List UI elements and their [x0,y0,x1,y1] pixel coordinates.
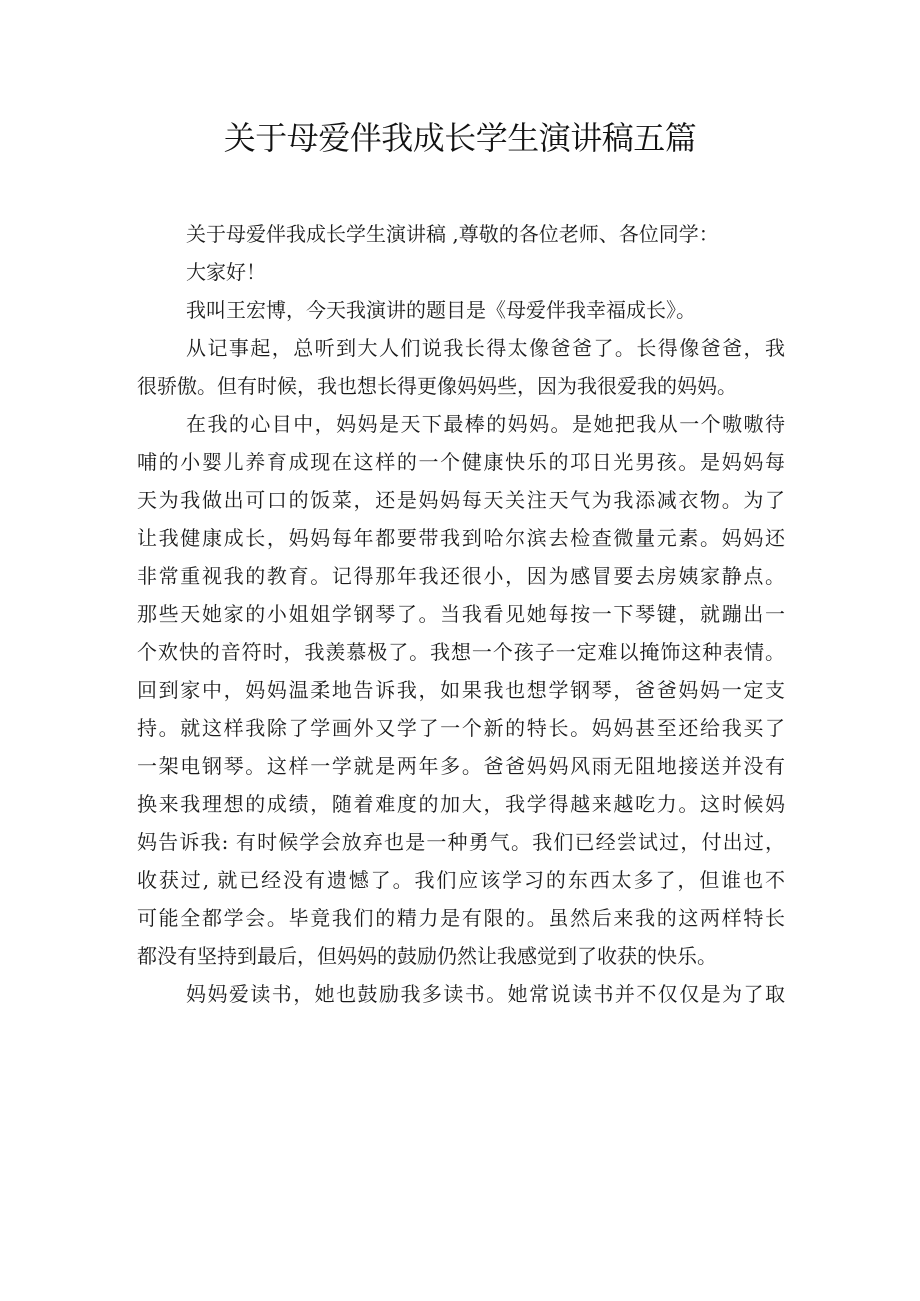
text-line: 个欢快的音符时，我羡慕极了。我想一个孩子一定难以掩饰这种表情。 [137,640,785,664]
text-line: 关于母爱伴我成长学生演讲稿 ,尊敬的各位老师、各位同学： [186,222,719,246]
text-line: 很骄傲。但有时候，我也想长得更像妈妈些，因为我很爱我的妈妈。 [137,374,737,398]
text-line: 收获过, 就已经没有遗憾了。我们应该学习的东西太多了，但谁也不 [137,868,785,892]
text-line: 妈妈爱读书，她也鼓励我多读书。她常说读书并不仅仅是为了取 [186,982,785,1006]
text-line: 哺的小婴儿养育成现在这样的一个健康快乐的邛日光男孩。是妈妈每 [137,450,785,474]
text-line: 妈告诉我: 有时候学会放弃也是一种勇气。我们已经尝试过，付出过， [137,830,785,854]
text-line: 从记事起，总听到大人们说我长得太像爸爸了。长得像爸爸，我 [186,336,785,360]
text-line: 天为我做出可口的饭菜，还是妈妈每天关注天气为我添减衣物。为了 [137,488,785,512]
text-line: 让我健康成长，妈妈每年都要带我到哈尔滨去检查微量元素。妈妈还 [137,526,785,550]
document-body [137,215,785,1013]
text-line: 非常重视我的教育。记得那年我还很小，因为感冒要去房姨家静点。 [137,564,785,588]
text-line: 在我的心目中，妈妈是天下最棒的妈妈。是她把我从一个嗷嗷待 [186,412,785,436]
text-line: 可能全都学会。毕竟我们的精力是有限的。虽然后来我的这两样特长 [137,906,785,930]
text-line: 我叫王宏博，今天我演讲的题目是《母爱伴我幸福成长》。 [186,298,696,322]
text-line: 换来我理想的成绩，随着难度的加大，我学得越来越吃力。这时候妈 [137,792,785,816]
text-line: 持。就这样我除了学画外又学了一个新的特长。妈妈甚至还给我买了 [137,716,785,740]
document-title: 关于母爱伴我成长学生演讲稿五篇 [223,119,697,157]
text-line: 一架电钢琴。这样一学就是两年多。爸爸妈妈风雨无阻地接送并没有 [137,754,785,778]
text-line: 回到家中，妈妈温柔地告诉我，如果我也想学钢琴，爸爸妈妈一定支 [137,678,785,702]
text-line: 大家好！ [186,260,266,284]
text-line: 都没有坚持到最后，但妈妈的鼓励仍然让我感觉到了收获的快乐。 [137,944,717,968]
text-line: 那些天她家的小姐姐学钢琴了。当我看见她每按一下琴键，就蹦出一 [137,602,785,626]
